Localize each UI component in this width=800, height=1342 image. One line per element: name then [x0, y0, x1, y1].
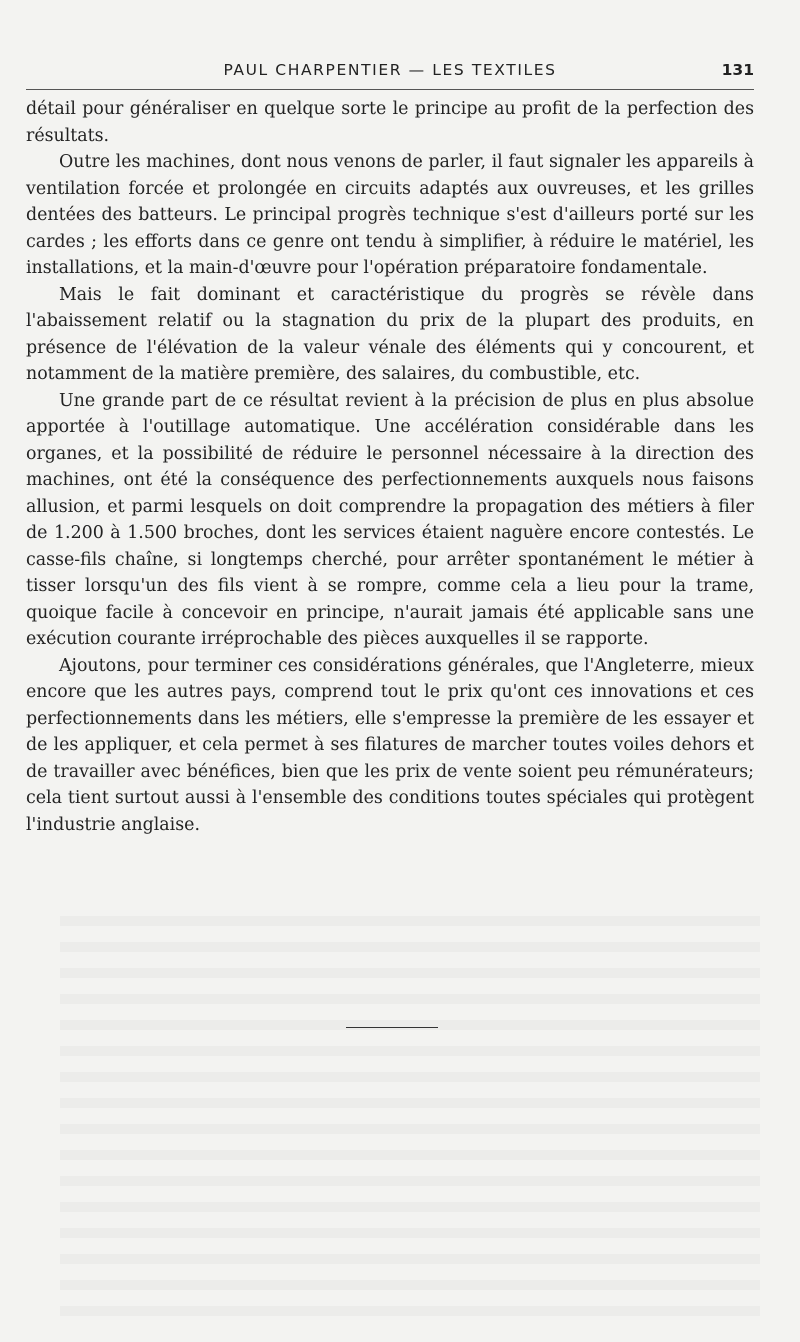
paragraph: Ajoutons, pour terminer ces considérations générales, que l'Angleterre, mieux encore que les autres pays, comprend tout le prix qu'ont ces innovations et ces perfectionnements dans les métiers, elle s'empresse la première de les essayer et de les appliquer, et cela permet à ses filatures de marcher toutes voiles dehors et de travailler avec bénéfices, bien que les prix de vente soient peu rémunérateurs; cela tient surtout aussi à l'ensemble des conditions toutes spéciales qui protègent l'industrie anglaise.	[26, 655, 754, 835]
body-text	[26, 96, 754, 838]
header-rule	[26, 89, 754, 90]
page-number: 131	[721, 61, 754, 79]
paragraph: Mais le fait dominant et caractéristique du progrès se révèle dans l'abaissement relatif ou la stagnation du prix de la plupart des produits, en présence de l'élévation de la valeur vénale des éléments qui y concourent, et notamment de la matière première, des salaires, du combustible, etc.	[26, 284, 754, 384]
paragraph: Outre les machines, dont nous venons de parler, il faut signaler les appareils à ventilation forcée et prolongée en circuits adaptés aux ouvreuses, et les grilles dentées des batteurs. Le principal progrès technique s'est d'ailleurs porté sur les cardes ; les efforts dans ce genre ont tendu à simplifier, à réduire le matériel, les installations, et la main-d'œuvre pour l'opération préparatoire fondamentale.	[26, 152, 754, 278]
section-end-rule	[346, 1027, 438, 1028]
running-head	[26, 61, 754, 87]
running-head-title: PAUL CHARPENTIER — LES TEXTILES	[223, 61, 557, 79]
reverse-page-bleed-through	[60, 900, 760, 1320]
paragraph: Une grande part de ce résultat revient à la précision de plus en plus absolue apportée à l'outillage automatique. Une accélération considérable dans les organes, et la possibilité de réduire le personnel nécessaire à la direction des machines, ont été la conséquence des perfectionnements auxquels nous faisons allusion, et parmi lesquels on doit comprendre la propagation des métiers à filer de 1.200 à 1.500 broches, dont les services étaient naguère encore contestés. Le casse-fils chaîne, si longtemps cherché, pour arrêter spontanément le métier à tisser lorsqu'un des fils vient à se rompre, comme cela a lieu pour la trame, quoique facile à concevoir en principe, n'aurait jamais été applicable sans une exécution courante irréprochable des pièces auxquelles il se rapporte.	[26, 390, 754, 649]
paragraph-continuation: détail pour généraliser en quelque sorte le principe au profit de la perfection des résultats.	[26, 99, 754, 146]
